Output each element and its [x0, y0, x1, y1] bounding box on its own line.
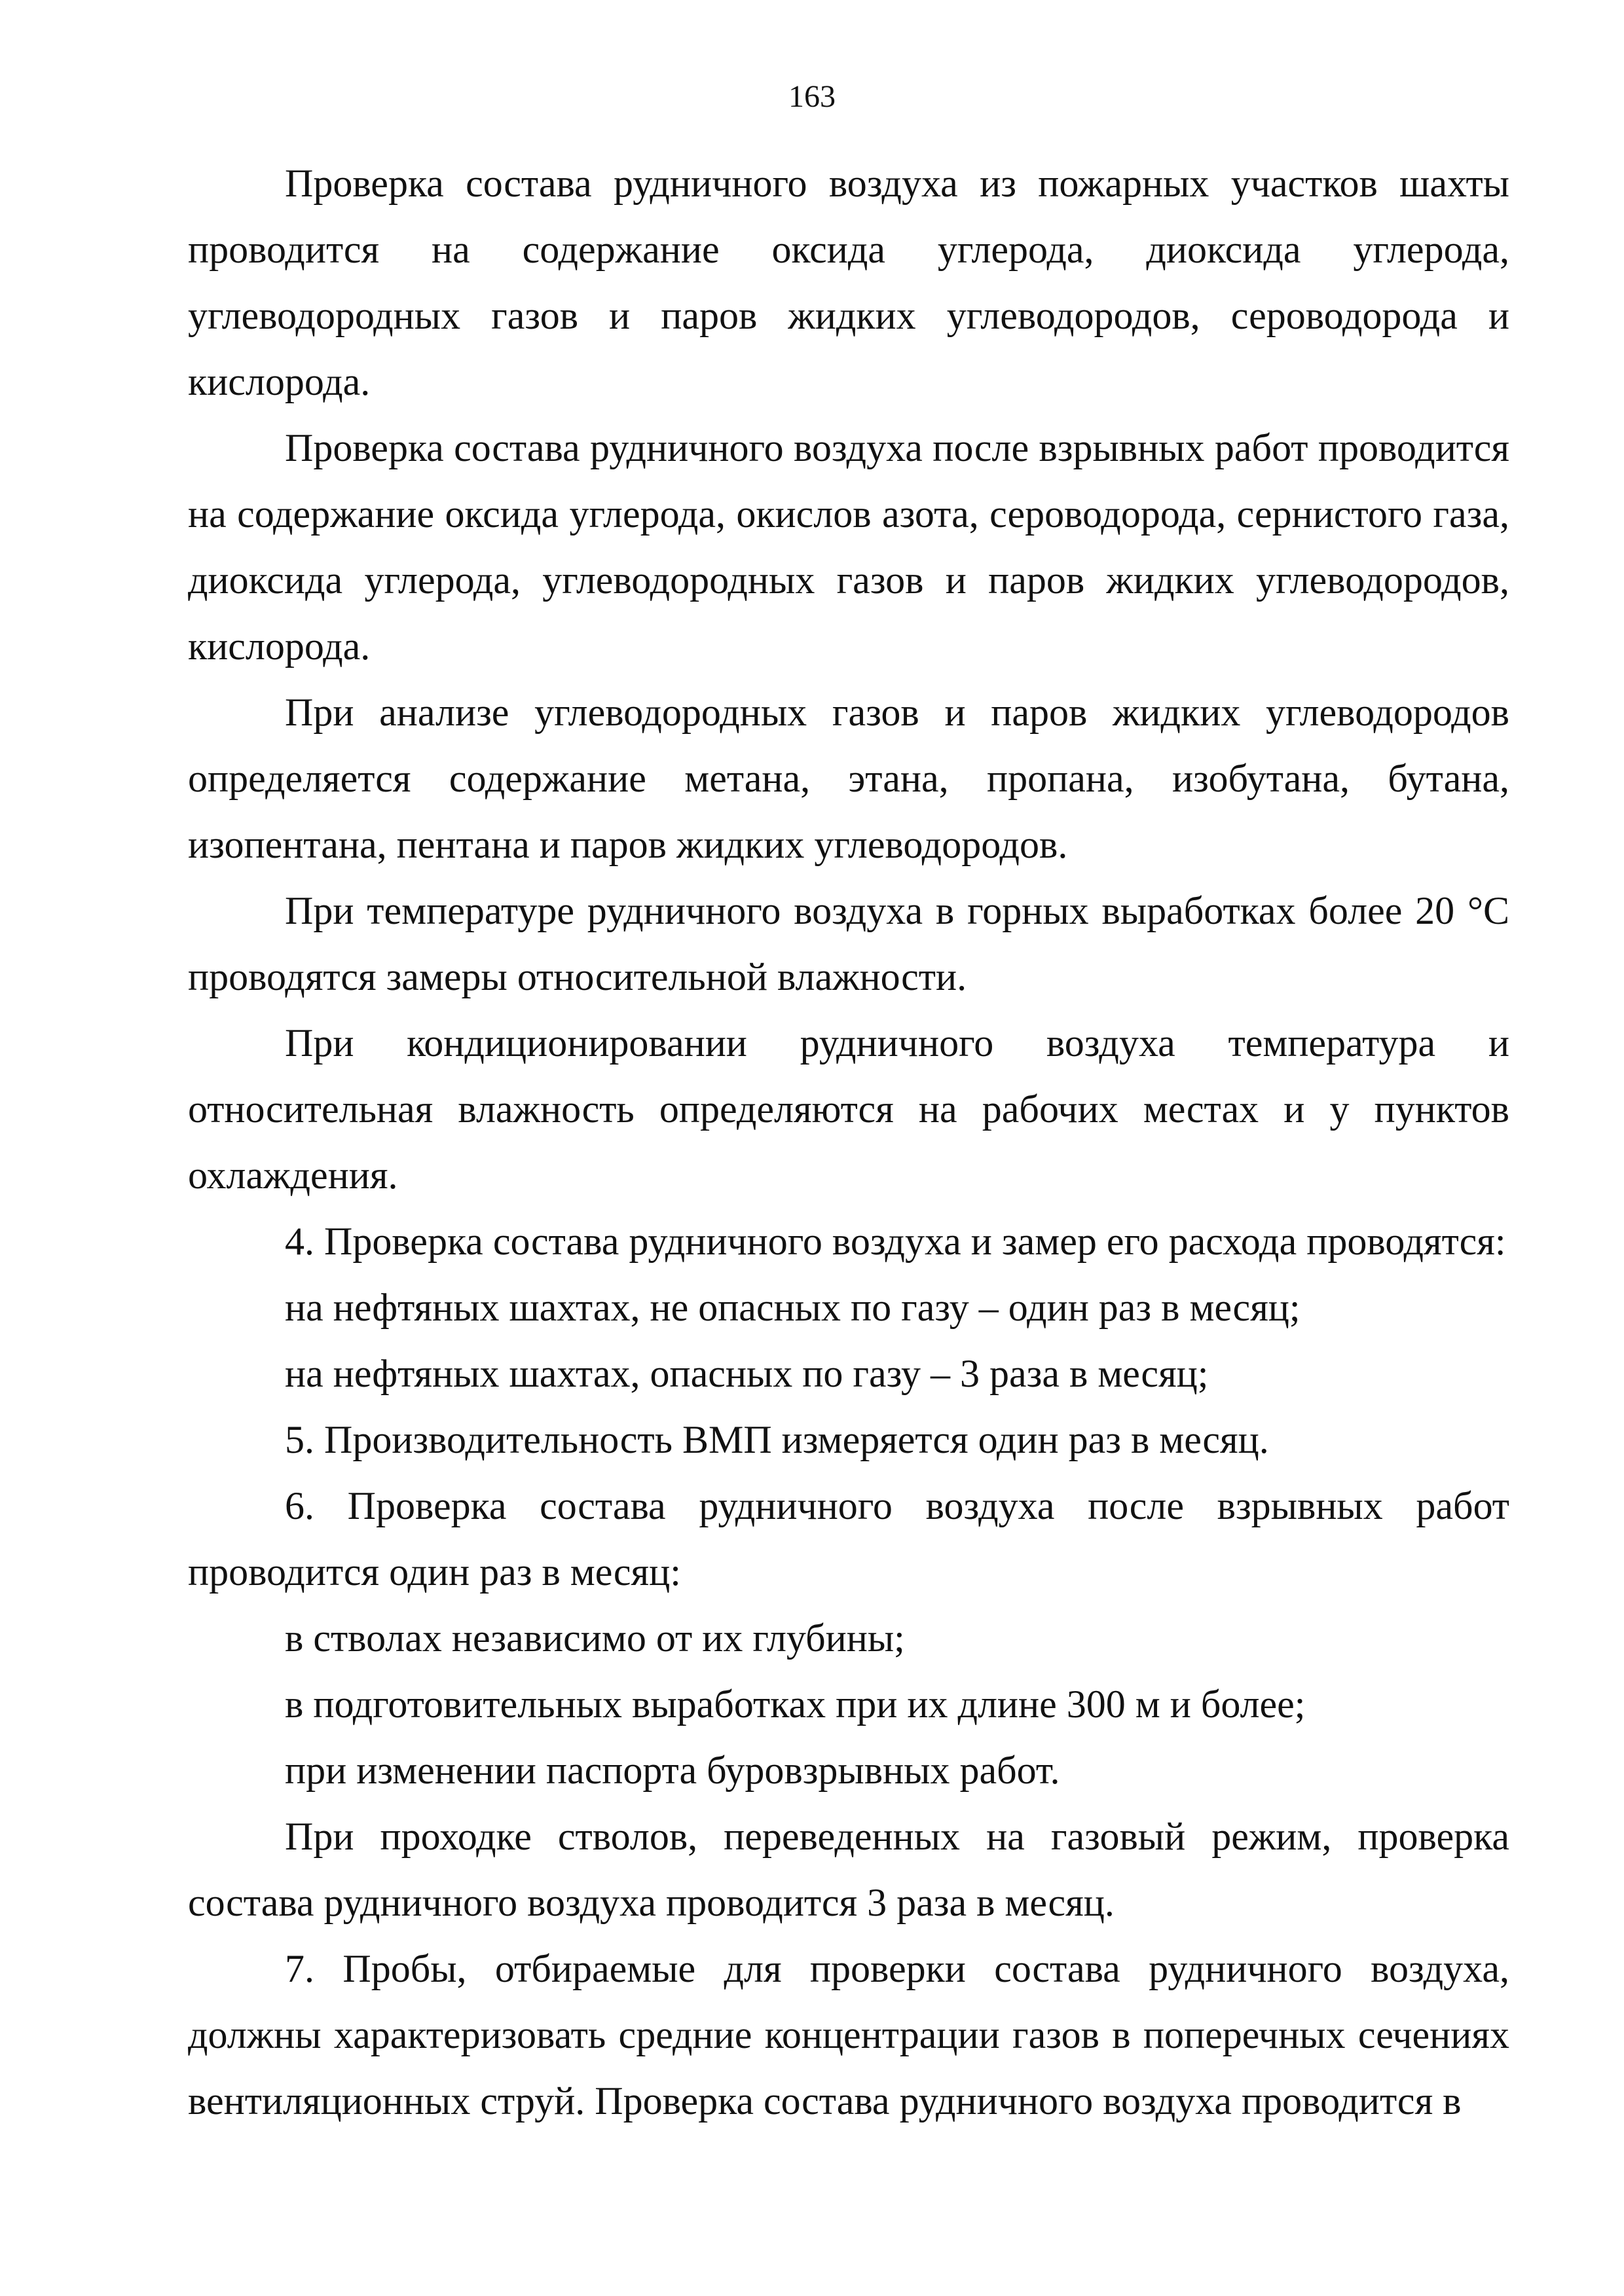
document-body	[188, 151, 1509, 2134]
page-number: 163	[788, 79, 836, 114]
paragraph-item-7: 7. Пробы, отбираемые для проверки состава рудничного воздуха, должны характеризовать средние концентрации газов в поперечных сечениях вентиляционных струй. Проверка состава рудничного воздуха проводится в	[188, 1947, 1509, 2123]
paragraph-after-blasting-check: Проверка состава рудничного воздуха после взрывных работ проводится на содержание оксида углерода, окислов азота, сероводорода, сернистого газа, диоксида углерода, углеводородных газов и паров жидких углеводородов, кислорода.	[188, 426, 1509, 668]
paragraph-item-4-non-gassy: на нефтяных шахтах, не опасных по газу – один раз в месяц;	[285, 1286, 1301, 1329]
paragraph-humidity-measurement: При температуре рудничного воздуха в горных выработках более 20 °С проводятся замеры относительной влажности.	[188, 889, 1509, 998]
paragraph-shaft-sinking: При проходке стволов, переведенных на газовый режим, проверка состава рудничного воздуха проводится 3 раза в месяц.	[188, 1815, 1509, 1924]
paragraph-fire-areas-check: Проверка состава рудничного воздуха из пожарных участков шахты проводится на содержание оксида углерода, диоксида углерода, углеводородных газов и паров жидких углеводородов, сероводорода и кислорода.	[188, 162, 1509, 403]
paragraph-item-6-passport: при изменении паспорта буровзрывных работ.	[285, 1749, 1060, 1792]
paragraph-item-4: 4. Проверка состава рудничного воздуха и замер его расхода проводятся:	[285, 1220, 1506, 1263]
paragraph-hydrocarbon-analysis: При анализе углеводородных газов и паров жидких углеводородов определяется содержание метана, этана, пропана, изобутана, бутана, изопентана, пентана и паров жидких углеводородов.	[188, 691, 1509, 866]
paragraph-air-conditioning: При кондиционировании рудничного воздуха температура и относительная влажность определяются на рабочих местах и у пунктов охлаждения.	[188, 1021, 1509, 1197]
paragraph-item-5: 5. Производительность ВМП измеряется один раз в месяц.	[285, 1418, 1269, 1461]
paragraph-item-6-shafts: в стволах независимо от их глубины;	[285, 1616, 905, 1660]
paragraph-item-6-development: в подготовительных выработках при их длине 300 м и более;	[285, 1683, 1306, 1726]
paragraph-item-6: 6. Проверка состава рудничного воздуха после взрывных работ проводится один раз в месяц:	[188, 1484, 1509, 1594]
paragraph-item-4-gassy: на нефтяных шахтах, опасных по газу – 3 раза в месяц;	[285, 1352, 1209, 1395]
